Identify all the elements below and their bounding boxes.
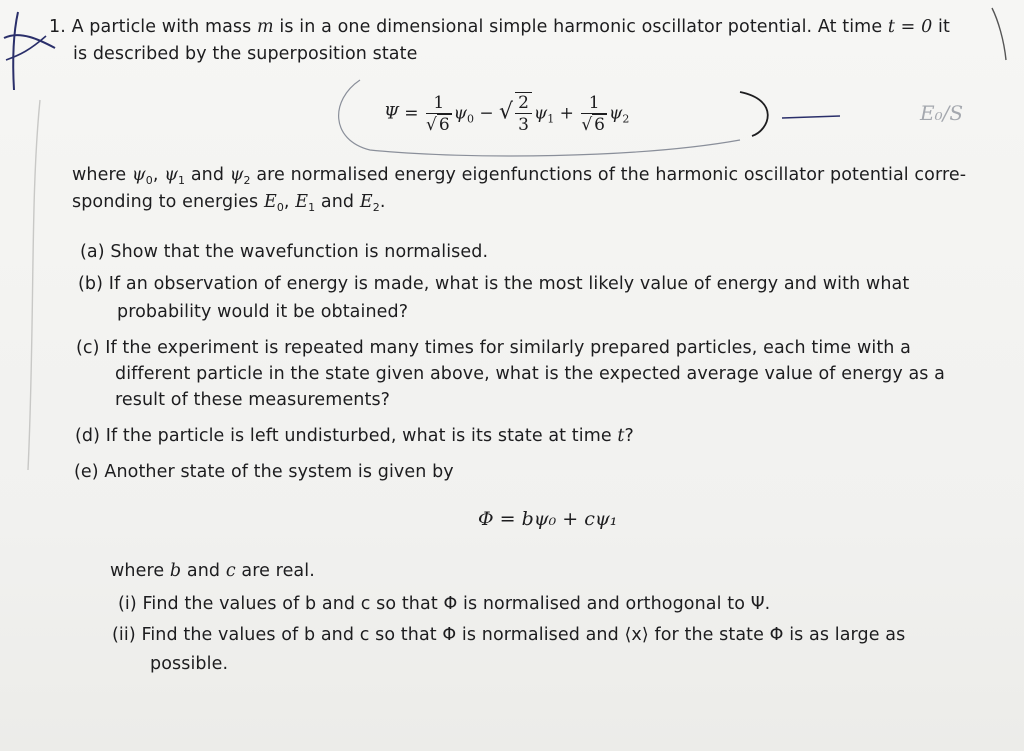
part-c: (c) If the experiment is repeated many times for similarly prepared particles, each time with a — [76, 338, 911, 358]
psi-lhs: Ψ = — [384, 103, 419, 124]
question-intro-line2: is described by the superposition state — [73, 44, 418, 64]
intro-text: A particle with mass — [71, 17, 252, 37]
superposition-equation: Ψ = $\frac{1}{√ 6}$ $\psi_0$ − √ $\frac{2}{3}$ $\psi_1$ + $\frac{1}{√ 6}$ $\psi_2$ — [384, 92, 630, 135]
part-e-ii-line2: possible. — [150, 654, 229, 674]
part-a-label: (a) — [80, 242, 105, 262]
part-a-text: Show that the wavefunction is normalised. — [110, 242, 489, 262]
where-line1: where $\psi_0$, $\psi_1$ and $\psi_2$ are normalised energy eigenfunctions of the harmonic oscillator potential corre- — [72, 165, 967, 187]
part-e: (e) Another state of the system is given by — [74, 462, 454, 482]
part-c-label: (c) — [76, 338, 100, 358]
part-d-label: (d) — [75, 426, 101, 446]
part-b-line2: probability would it be obtained? — [117, 302, 409, 322]
part-c-line2: different particle in the state given above, what is the expected average value of energy as a — [115, 364, 945, 384]
handwritten-note: E₀/S — [920, 101, 964, 125]
part-e-ii: (ii) Find the values of b and c so that Φ is normalised and ⟨x⟩ for the state Φ is as large as — [112, 625, 906, 645]
coefficient-0: $\frac{1}{√ 6}$ — [425, 92, 450, 135]
time-condition: t = 0 — [887, 17, 933, 37]
where-line2: sponding to energies $E_0$, $E_1$ and $E_2$. — [72, 192, 386, 214]
intro-text-mid: is in a one dimensional simple harmonic oscillator potential. At time — [279, 17, 883, 37]
part-b-label: (b) — [78, 274, 104, 294]
part-d: (d) If the particle is left undisturbed, what is its state at time t? — [75, 426, 634, 446]
intro-text-end: it — [938, 17, 950, 37]
question-intro-line1 — [49, 17, 950, 37]
coefficient-1: $\frac{2}{3}$ — [515, 92, 532, 136]
part-c-line3: result of these measurements? — [115, 390, 391, 410]
part-e-where: where b and c are real. — [110, 561, 315, 581]
part-e-i-label: (i) — [118, 594, 137, 614]
part-e-i: (i) Find the values of b and c so that Φ is normalised and orthogonal to Ψ. — [118, 594, 771, 614]
mass-symbol: m — [257, 17, 274, 37]
part-e-label: (e) — [74, 462, 99, 482]
part-e-ii-label: (ii) — [112, 625, 136, 645]
question-number: 1. — [49, 17, 66, 37]
part-a — [80, 242, 488, 262]
phi-equation: Φ = bψ₀ + cψ₁ — [478, 508, 618, 530]
coefficient-2: $\frac{1}{√ 6}$ — [581, 92, 605, 135]
part-b: (b) If an observation of energy is made, what is the most likely value of energy and with what — [78, 274, 910, 294]
